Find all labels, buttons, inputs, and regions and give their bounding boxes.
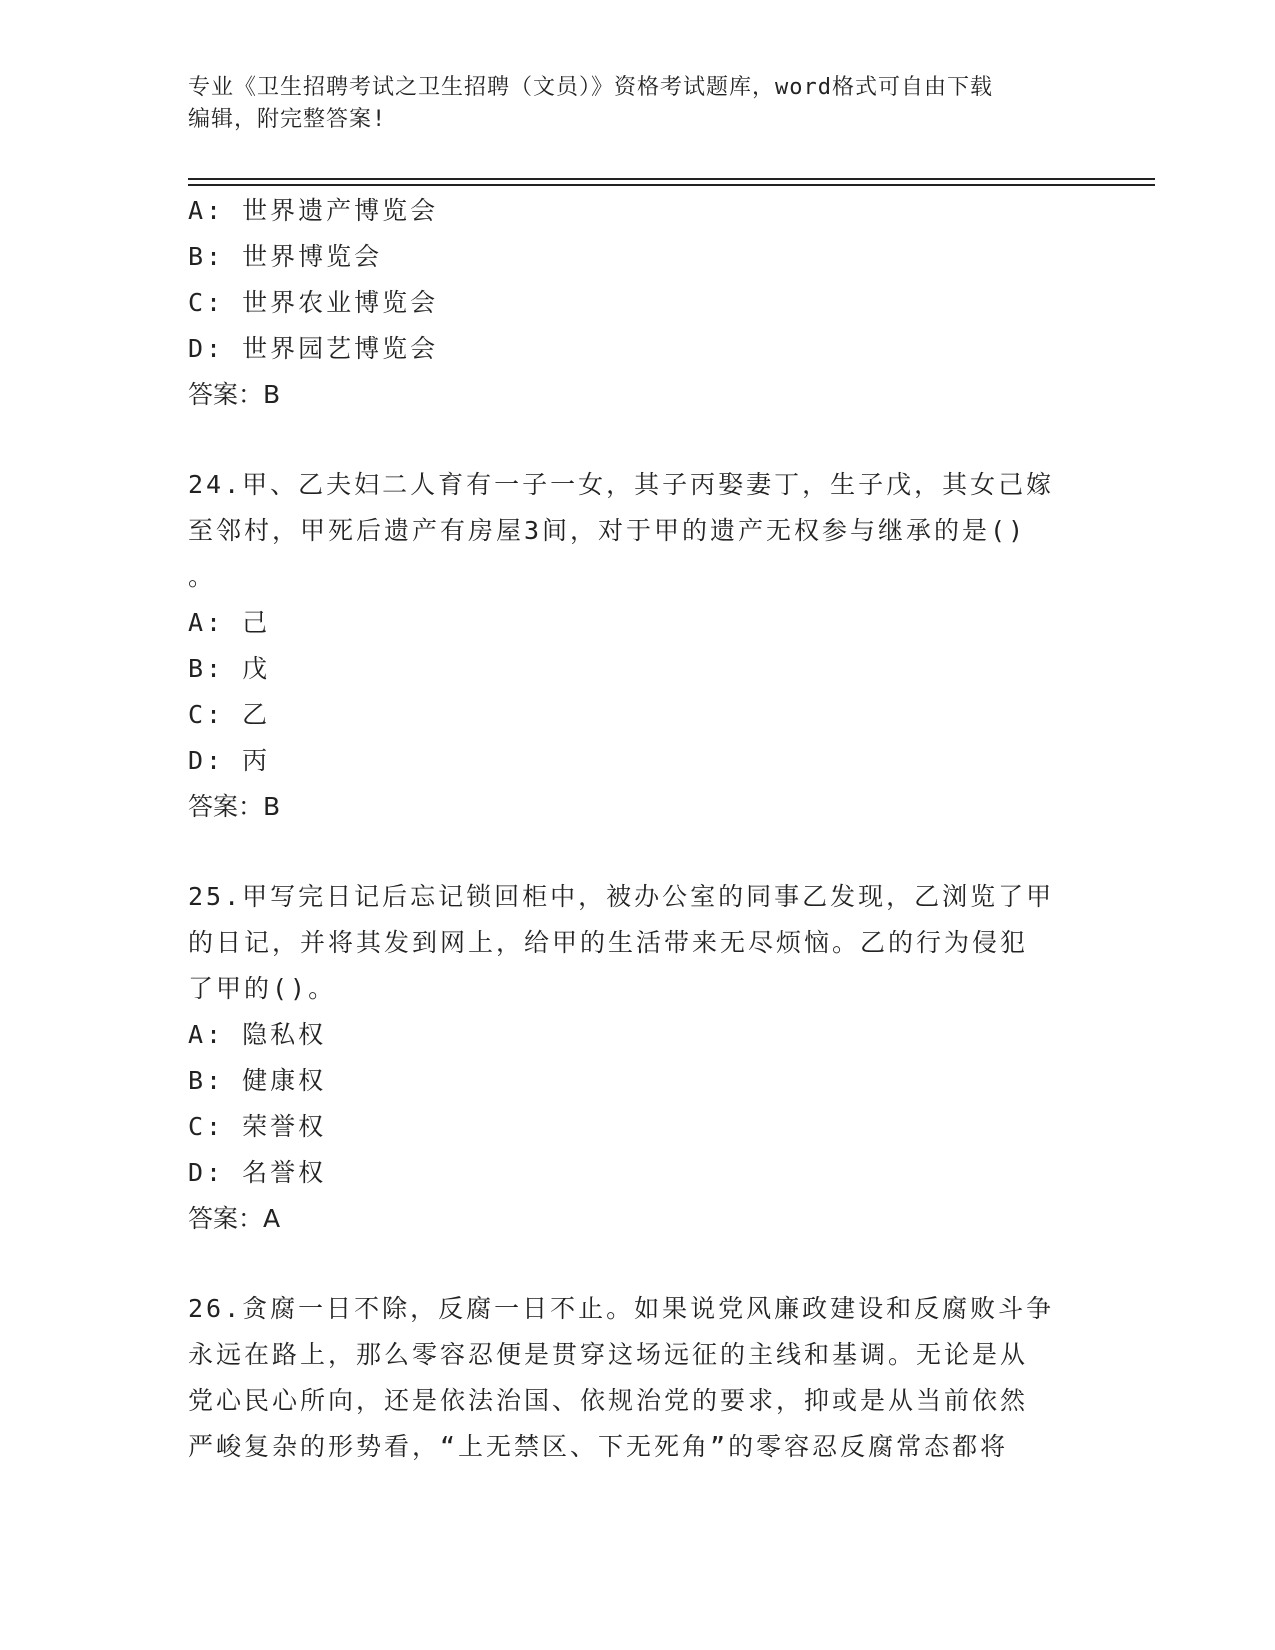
answer: 答案：B [188,380,281,409]
document-header [188,72,1088,136]
question-text-line: 至邻村，甲死后遗产有房屋3间，对于甲的遗产无权参与继承的是() [188,516,1027,545]
question-text-line: 永远在路上，那么零容忍便是贯穿这场远征的主线和基调。无论是从 [188,1340,1029,1369]
answer: 答案：B [188,792,281,821]
option-d: D: 名誉权 [188,1158,327,1187]
question-text-line: 严峻复杂的形势看，“上无禁区、下无死角”的零容忍反腐常态都将 [188,1432,1009,1461]
option-a: A: 己 [188,608,271,637]
question-text-line: 24.甲、乙夫妇二人育有一子一女，其子丙娶妻丁，生子戊，其女己嫁 [188,470,1055,499]
header-line-1: 专业《卫生招聘考试之卫生招聘（文员）》资格考试题库，word格式可自由下载 [188,75,993,100]
question-26 [188,1286,1088,1470]
question-text-line: 26.贪腐一日不除，反腐一日不止。如果说党风廉政建设和反腐败斗争 [188,1294,1055,1323]
header-line-2: 编辑，附完整答案! [188,107,387,132]
question-text-line: 。 [188,562,217,591]
question-25 [188,874,1088,1012]
option-b: B: 健康权 [188,1066,327,1095]
question-text-line: 25.甲写完日记后忘记锁回柜中，被办公室的同事乙发现，乙浏览了甲 [188,882,1055,911]
option-b: B: 世界博览会 [188,242,383,271]
question-24-options [188,600,1088,830]
question-25-options [188,1012,1088,1242]
option-c: C: 乙 [188,700,271,729]
option-a: A: 隐私权 [188,1020,327,1049]
document-body [188,188,1088,1470]
question-23-options [188,188,1088,418]
answer: 答案：A [188,1204,281,1233]
option-a: A: 世界遗产博览会 [188,196,439,225]
question-24 [188,462,1088,600]
option-c: C: 荣誉权 [188,1112,327,1141]
question-text-line: 了甲的()。 [188,974,337,1003]
option-d: D: 世界园艺博览会 [188,334,439,363]
question-text-line: 的日记，并将其发到网上，给甲的生活带来无尽烦恼。乙的行为侵犯 [188,928,1029,957]
question-text-line: 党心民心所向，还是依法治国、依规治党的要求，抑或是从当前依然 [188,1386,1029,1415]
header-divider-top [188,178,1155,180]
option-d: D: 丙 [188,746,271,775]
option-b: B: 戊 [188,654,271,683]
header-divider-bottom [188,184,1155,186]
option-c: C: 世界农业博览会 [188,288,439,317]
